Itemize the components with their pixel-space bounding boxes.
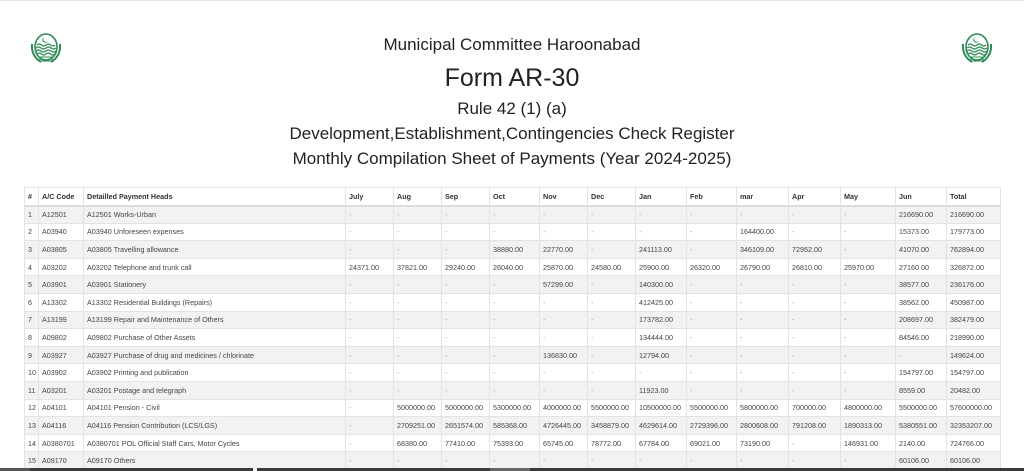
cell-apr: -	[789, 311, 841, 329]
cell-oct: -	[490, 329, 540, 347]
cell-jun: 154797.00	[896, 364, 947, 382]
cell-nov: 65745.00	[540, 434, 588, 452]
sheet-title: Monthly Compilation Sheet of Payments (Year 2024-2025)	[292, 149, 732, 168]
cell-may: -	[841, 381, 896, 399]
cell-mar: -	[737, 381, 789, 399]
cell-aug: -	[394, 293, 442, 311]
cell-payment-head: A03901 Stationery	[84, 276, 346, 294]
cell-feb: -	[687, 311, 737, 329]
cell-payment-head: A13199 Repair and Maintenance of Others	[84, 311, 346, 329]
cell-dec: -	[588, 223, 636, 241]
cell-july: -	[346, 346, 394, 364]
cell-aug: -	[394, 329, 442, 347]
cell-jun: 27160.00	[896, 258, 947, 276]
cell-total: 149624.00	[947, 346, 1001, 364]
cell-jun: 2140.00	[896, 434, 947, 452]
cell-sep: 2651574.00	[442, 417, 490, 435]
cell-mar: -	[737, 329, 789, 347]
table-row	[25, 364, 1001, 382]
cell-may: -	[841, 452, 896, 470]
cell-ac-code: A13199	[39, 311, 84, 329]
cell-total: 724766.00	[947, 434, 1001, 452]
cell-dec: -	[588, 452, 636, 470]
cell-total: 32353207.00	[947, 417, 1001, 435]
cell-ac-code: A0380701	[39, 434, 84, 452]
cell-july: -	[346, 276, 394, 294]
cell-mar: -	[737, 206, 789, 224]
cell-apr: 26810.00	[789, 258, 841, 276]
cell-row-number: 15	[25, 452, 39, 470]
cell-may: -	[841, 346, 896, 364]
cell-feb: -	[687, 381, 737, 399]
cell-july: -	[346, 434, 394, 452]
form-title: Form AR-30	[444, 64, 580, 92]
cell-row-number: 2	[25, 223, 39, 241]
cell-total: 20482.00	[947, 381, 1001, 399]
cell-total: 236176.00	[947, 276, 1001, 294]
table-row	[25, 258, 1001, 276]
cell-feb: -	[687, 276, 737, 294]
cell-row-number: 8	[25, 329, 39, 347]
table-row	[25, 329, 1001, 347]
cell-may: -	[841, 276, 896, 294]
cell-nov: 57299.00	[540, 276, 588, 294]
cell-apr: -	[789, 381, 841, 399]
cell-payment-head: A04101 Pension - Civil	[84, 399, 346, 417]
cell-nov: -	[540, 223, 588, 241]
cell-apr: -	[789, 329, 841, 347]
cell-nov: -	[540, 329, 588, 347]
cell-row-number: 5	[25, 276, 39, 294]
cell-dec: 24580.00	[588, 258, 636, 276]
cell-apr: -	[789, 206, 841, 224]
cell-jan: -	[636, 223, 687, 241]
cell-jun: -	[896, 346, 947, 364]
cell-aug: -	[394, 364, 442, 382]
cell-nov: -	[540, 293, 588, 311]
cell-dec: 5500000.00	[588, 399, 636, 417]
cell-jan: 173782.00	[636, 311, 687, 329]
cell-jun: 41070.00	[896, 241, 947, 259]
cell-ac-code: A03927	[39, 346, 84, 364]
cell-row-number: 14	[25, 434, 39, 452]
cell-apr: -	[789, 434, 841, 452]
cell-dec: 78772.00	[588, 434, 636, 452]
register-title: Development,Establishment,Contingencies Check Register	[289, 124, 735, 143]
cell-ac-code: A04101	[39, 399, 84, 417]
cell-ac-code: A13302	[39, 293, 84, 311]
cell-apr: -	[789, 364, 841, 382]
cell-feb: -	[687, 241, 737, 259]
table-row	[25, 293, 1001, 311]
table-row	[25, 241, 1001, 259]
cell-apr: -	[789, 293, 841, 311]
cell-nov: 25870.00	[540, 258, 588, 276]
cell-oct: -	[490, 452, 540, 470]
cell-ac-code: A03202	[39, 258, 84, 276]
cell-payment-head: A03902 Printing and publication	[84, 364, 346, 382]
cell-july: -	[346, 293, 394, 311]
column-header-dec: Dec	[588, 188, 636, 206]
cell-mar: -	[737, 276, 789, 294]
cell-apr: -	[789, 452, 841, 470]
cell-nov: -	[540, 364, 588, 382]
cell-oct: -	[490, 276, 540, 294]
cell-ac-code: A03901	[39, 276, 84, 294]
cell-total: 60106.00	[947, 452, 1001, 470]
cell-nov: 4000000.00	[540, 399, 588, 417]
table-row	[25, 206, 1001, 224]
cell-may: -	[841, 329, 896, 347]
cell-nov: -	[540, 381, 588, 399]
cell-feb: -	[687, 364, 737, 382]
cell-ac-code: A09802	[39, 329, 84, 347]
cell-dec: -	[588, 364, 636, 382]
cell-jun: 15373.00	[896, 223, 947, 241]
cell-sep: -	[442, 276, 490, 294]
cell-mar: 346109.00	[737, 241, 789, 259]
cell-mar: -	[737, 364, 789, 382]
cell-nov: -	[540, 452, 588, 470]
column-header-oct: Oct	[490, 188, 540, 206]
cell-jan: 67784.00	[636, 434, 687, 452]
top-border	[0, 0, 1024, 1]
cell-may: 4800000.00	[841, 399, 896, 417]
cell-dec: -	[588, 329, 636, 347]
cell-payment-head: A12501 Works-Urban	[84, 206, 346, 224]
cell-july: -	[346, 223, 394, 241]
column-header-jun: Jun	[896, 188, 947, 206]
table-row	[25, 452, 1001, 470]
cell-total: 762894.00	[947, 241, 1001, 259]
cell-mar: 5800000.00	[737, 399, 789, 417]
cell-apr: 700000.00	[789, 399, 841, 417]
cell-sep: 5000000.00	[442, 399, 490, 417]
cell-jan: 10500000.00	[636, 399, 687, 417]
cell-sep: -	[442, 311, 490, 329]
cell-payment-head: A0380701 POL Official Staff Cars, Motor Cycles	[84, 434, 346, 452]
cell-aug: -	[394, 452, 442, 470]
cell-oct: 5300000.00	[490, 399, 540, 417]
cell-july: -	[346, 329, 394, 347]
cell-oct: 38880.00	[490, 241, 540, 259]
cell-oct: -	[490, 364, 540, 382]
cell-dec: -	[588, 311, 636, 329]
cell-aug: -	[394, 381, 442, 399]
rule-reference: Rule 42 (1) (a)	[457, 99, 567, 118]
cell-aug: -	[394, 276, 442, 294]
column-header-aug: Aug	[394, 188, 442, 206]
cell-payment-head: A09802 Purchase of Other Assets	[84, 329, 346, 347]
cell-row-number: 4	[25, 258, 39, 276]
cell-dec: -	[588, 381, 636, 399]
column-header-nov: Nov	[540, 188, 588, 206]
cell-feb: -	[687, 452, 737, 470]
cell-sep: 29240.00	[442, 258, 490, 276]
column-header-may: May	[841, 188, 896, 206]
column-header-payment-head: Detailled Payment Heads	[84, 188, 346, 206]
cell-jan: 241113.00	[636, 241, 687, 259]
cell-sep: -	[442, 329, 490, 347]
cell-jan: 134444.00	[636, 329, 687, 347]
cell-sep: -	[442, 346, 490, 364]
cell-feb: -	[687, 293, 737, 311]
cell-total: 450987.00	[947, 293, 1001, 311]
cell-row-number: 3	[25, 241, 39, 259]
cell-mar: 2800608.00	[737, 417, 789, 435]
cell-jun: 5380551.00	[896, 417, 947, 435]
column-header-feb: Feb	[687, 188, 737, 206]
cell-row-number: 1	[25, 206, 39, 224]
column-header-ac-code: A/C Code	[39, 188, 84, 206]
cell-ac-code: A03805	[39, 241, 84, 259]
cell-mar: 26790.00	[737, 258, 789, 276]
cell-total: 326872.00	[947, 258, 1001, 276]
cell-july: -	[346, 241, 394, 259]
cell-jun: 208697.00	[896, 311, 947, 329]
table-row	[25, 223, 1001, 241]
cell-row-number: 10	[25, 364, 39, 382]
payments-table	[24, 187, 1001, 470]
cell-aug: -	[394, 311, 442, 329]
table-header-row	[25, 188, 1001, 206]
cell-ac-code: A09170	[39, 452, 84, 470]
cell-row-number: 6	[25, 293, 39, 311]
cell-jan: 12794.00	[636, 346, 687, 364]
cell-aug: 5000000.00	[394, 399, 442, 417]
table-row	[25, 346, 1001, 364]
cell-row-number: 7	[25, 311, 39, 329]
cell-feb: 26320.00	[687, 258, 737, 276]
cell-mar: -	[737, 293, 789, 311]
cell-jun: 8559.00	[896, 381, 947, 399]
column-header-row-number: #	[25, 188, 39, 206]
cell-feb: -	[687, 206, 737, 224]
cell-sep: -	[442, 452, 490, 470]
cell-dec: -	[588, 346, 636, 364]
cell-payment-head: A03201 Postage and telegraph	[84, 381, 346, 399]
cell-may: -	[841, 364, 896, 382]
cell-payment-head: A13302 Residential Buildings (Repairs)	[84, 293, 346, 311]
cell-payment-head: A04116 Pension Contribution (LCS/LGS)	[84, 417, 346, 435]
column-header-july: July	[346, 188, 394, 206]
cell-jun: 5500000.00	[896, 399, 947, 417]
cell-mar: 73190.00	[737, 434, 789, 452]
table-row	[25, 276, 1001, 294]
cell-apr: -	[789, 276, 841, 294]
cell-jan: 140300.00	[636, 276, 687, 294]
cell-aug: -	[394, 223, 442, 241]
cell-feb: 5500000.00	[687, 399, 737, 417]
cell-mar: -	[737, 452, 789, 470]
table-row	[25, 434, 1001, 452]
cell-oct: 75393.00	[490, 434, 540, 452]
cell-apr: 72952.00	[789, 241, 841, 259]
cell-mar: 164400.00	[737, 223, 789, 241]
cell-aug: 37821.00	[394, 258, 442, 276]
cell-row-number: 12	[25, 399, 39, 417]
cell-july: -	[346, 417, 394, 435]
organization-name: Municipal Committee Haroonabad	[383, 35, 641, 54]
cell-ac-code: A03201	[39, 381, 84, 399]
cell-mar: -	[737, 311, 789, 329]
cell-feb: 69021.00	[687, 434, 737, 452]
cell-mar: -	[737, 346, 789, 364]
cell-payment-head: A03927 Purchase of drug and medicines / chlorinate	[84, 346, 346, 364]
cell-total: 382479.00	[947, 311, 1001, 329]
cell-oct: -	[490, 206, 540, 224]
table-row	[25, 381, 1001, 399]
cell-nov: -	[540, 206, 588, 224]
cell-row-number: 11	[25, 381, 39, 399]
cell-jan: 4629614.00	[636, 417, 687, 435]
cell-jan: 11923.00	[636, 381, 687, 399]
column-header-apr: Apr	[789, 188, 841, 206]
table-row	[25, 311, 1001, 329]
cell-july: 24371.00	[346, 258, 394, 276]
cell-ac-code: A12501	[39, 206, 84, 224]
cell-sep: -	[442, 381, 490, 399]
cell-nov: 4726445.00	[540, 417, 588, 435]
cell-payment-head: A03940 Unforeseen expenses	[84, 223, 346, 241]
cell-total: 57600000.00	[947, 399, 1001, 417]
cell-aug: 68380.00	[394, 434, 442, 452]
cell-may: 146931.00	[841, 434, 896, 452]
cell-may: -	[841, 293, 896, 311]
cell-july: -	[346, 381, 394, 399]
cell-dec: -	[588, 293, 636, 311]
cell-dec: -	[588, 206, 636, 224]
cell-sep: -	[442, 241, 490, 259]
cell-may: -	[841, 223, 896, 241]
cell-jan: 25900.00	[636, 258, 687, 276]
cell-ac-code: A03902	[39, 364, 84, 382]
cell-july: -	[346, 364, 394, 382]
cell-may: -	[841, 206, 896, 224]
cell-jan: -	[636, 452, 687, 470]
cell-apr: -	[789, 346, 841, 364]
cell-aug: -	[394, 241, 442, 259]
cell-payment-head: A03202 Telephone and trunk call	[84, 258, 346, 276]
column-header-total: Total	[947, 188, 1001, 206]
cell-jan: 412425.00	[636, 293, 687, 311]
cell-row-number: 9	[25, 346, 39, 364]
cell-apr: 791208.00	[789, 417, 841, 435]
cell-feb: -	[687, 346, 737, 364]
cell-aug: -	[394, 346, 442, 364]
cell-total: 154797.00	[947, 364, 1001, 382]
cell-sep: -	[442, 223, 490, 241]
cell-feb: 2729396.00	[687, 417, 737, 435]
cell-aug: 2709251.00	[394, 417, 442, 435]
cell-oct: -	[490, 346, 540, 364]
cell-may: -	[841, 241, 896, 259]
cell-aug: -	[394, 206, 442, 224]
cell-payment-head: A03805 Travelling allowance	[84, 241, 346, 259]
column-header-jan: Jan	[636, 188, 687, 206]
cell-payment-head: A09170 Others	[84, 452, 346, 470]
cell-jun: 84546.00	[896, 329, 947, 347]
table-body	[25, 206, 1001, 470]
cell-dec: -	[588, 241, 636, 259]
cell-jan: -	[636, 206, 687, 224]
cell-apr: -	[789, 223, 841, 241]
cell-ac-code: A04116	[39, 417, 84, 435]
cell-oct: 585368.00	[490, 417, 540, 435]
cell-july: -	[346, 206, 394, 224]
cell-sep: -	[442, 293, 490, 311]
cell-feb: -	[687, 223, 737, 241]
cell-sep: -	[442, 206, 490, 224]
cell-may: 25970.00	[841, 258, 896, 276]
cell-total: 179773.00	[947, 223, 1001, 241]
cell-sep: 77410.00	[442, 434, 490, 452]
cell-may: 1890313.00	[841, 417, 896, 435]
cell-oct: 26040.00	[490, 258, 540, 276]
table-row	[25, 417, 1001, 435]
cell-nov: -	[540, 311, 588, 329]
cell-jun: 38562.00	[896, 293, 947, 311]
cell-jun: 216690.00	[896, 206, 947, 224]
cell-total: 216690.00	[947, 206, 1001, 224]
cell-oct: -	[490, 223, 540, 241]
cell-oct: -	[490, 381, 540, 399]
cell-oct: -	[490, 293, 540, 311]
cell-nov: 136830.00	[540, 346, 588, 364]
cell-july: -	[346, 452, 394, 470]
cell-total: 218990.00	[947, 329, 1001, 347]
cell-row-number: 13	[25, 417, 39, 435]
cell-may: -	[841, 311, 896, 329]
cell-nov: 22770.00	[540, 241, 588, 259]
cell-jun: 38577.00	[896, 276, 947, 294]
cell-oct: -	[490, 311, 540, 329]
cell-july: -	[346, 399, 394, 417]
table-row	[25, 399, 1001, 417]
cell-jan: -	[636, 364, 687, 382]
cell-dec: -	[588, 276, 636, 294]
cell-jun: 60106.00	[896, 452, 947, 470]
column-header-sep: Sep	[442, 188, 490, 206]
cell-july: -	[346, 311, 394, 329]
cell-dec: 3458879.00	[588, 417, 636, 435]
cell-feb: -	[687, 329, 737, 347]
cell-sep: -	[442, 364, 490, 382]
column-header-mar: mar	[737, 188, 789, 206]
cell-ac-code: A03940	[39, 223, 84, 241]
